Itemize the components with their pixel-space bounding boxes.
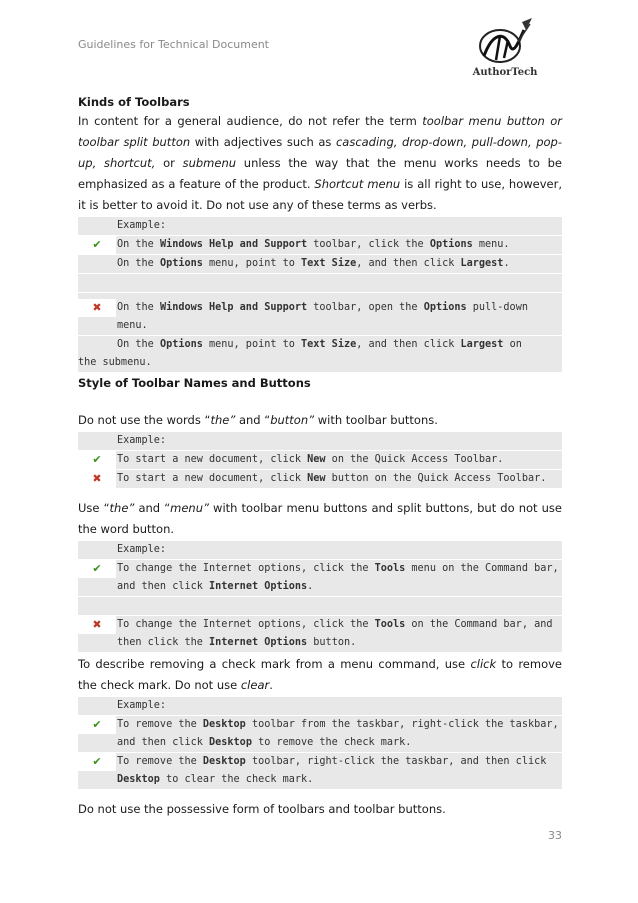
- check-icon: ✔: [78, 753, 116, 771]
- cross-icon: ✖: [78, 616, 116, 634]
- example-row-correct: [78, 451, 562, 470]
- example-spacer-row: [78, 274, 562, 293]
- example-row-incorrect: [78, 293, 562, 336]
- example-text: On the Windows Help and Support toolbar, open the Options pull-down menu.: [117, 302, 528, 331]
- example-row-correct: [78, 560, 562, 597]
- example-box-menu: [78, 541, 562, 652]
- example-text: To remove the Desktop toolbar, right-click the taskbar, and then click Desktop to clear the check mark.: [117, 756, 547, 785]
- example-box-kinds: [78, 217, 562, 372]
- example-row-correct: [78, 236, 562, 255]
- heading-kinds-of-toolbars: Kinds of Toolbars: [78, 95, 190, 109]
- example-row-correct: [78, 716, 562, 753]
- cross-icon: ✖: [78, 470, 116, 488]
- example-label: Example:: [117, 700, 167, 711]
- example-row-incorrect: [78, 470, 562, 488]
- example-text: To start a new document, click New on the Quick Access Toolbar.: [117, 454, 504, 465]
- cross-icon: ✖: [78, 299, 116, 317]
- paragraph-style: Do not use the words “the” and “button” with toolbar buttons.: [78, 413, 438, 427]
- logo-text: AuthorTech: [472, 67, 538, 78]
- check-icon: ✔: [78, 560, 116, 578]
- check-icon: ✔: [78, 236, 116, 254]
- example-row-incorrect: [78, 616, 562, 652]
- paragraph-possessive: Do not use the possessive form of toolbars and toolbar buttons.: [78, 802, 446, 816]
- example-text: To start a new document, click New button on the Quick Access Toolbar.: [117, 473, 547, 484]
- example-text: On the Windows Help and Support toolbar, click the Options menu.: [117, 239, 510, 250]
- paragraph-checkmark: To describe removing a check mark from a menu command, use click to remove the check mark. Do not use clear.: [78, 657, 562, 692]
- example-row-incorrect: [78, 336, 562, 354]
- example-box-checkmark: [78, 697, 562, 789]
- example-label-row: [78, 697, 562, 716]
- page-number: 33: [548, 829, 562, 842]
- heading-style-of-toolbar-names: Style of Toolbar Names and Buttons: [78, 376, 311, 390]
- example-box-style: [78, 432, 562, 488]
- example-text: On the Options menu, point to Text Size, and then click Largest on: [117, 339, 522, 350]
- example-label: Example:: [117, 544, 167, 555]
- paragraph-menu: Use “the” and “menu” with toolbar menu buttons and split buttons, but do not use the word button.: [78, 501, 562, 536]
- example-text: To change the Internet options, click the Tools menu on the Command bar, and then click Internet Options.: [117, 563, 559, 592]
- document-body: [78, 93, 562, 820]
- example-text: On the Options menu, point to Text Size, and then click Largest.: [117, 258, 510, 269]
- example-label-row: [78, 541, 562, 560]
- example-row-correct: [78, 753, 562, 789]
- example-label-row: [78, 432, 562, 451]
- example-text: To change the Internet options, click the Tools on the Command bar, and then click the Internet Options button.: [117, 619, 553, 648]
- check-icon: ✔: [78, 716, 116, 734]
- example-overflow-text: the submenu.: [78, 354, 562, 372]
- example-label-row: [78, 217, 562, 236]
- example-label: Example:: [117, 435, 167, 446]
- check-icon: ✔: [78, 451, 116, 469]
- example-row-correct: [78, 255, 562, 274]
- example-label: Example:: [117, 220, 167, 231]
- paragraph-kinds: In content for a general audience, do not refer the term toolbar menu button or toolbar split button with adjectives such as cascading, drop-down, pull-down, pop-up, shortcut, or submenu unless the way that the menu works needs to be emphasized as a feature of the product. Shortcut menu is all right to use, however, it is better to avoid it. Do not use any of these terms as verbs.: [78, 114, 563, 212]
- example-text: To remove the Desktop toolbar from the taskbar, right-click the taskbar, and then click Desktop to remove the check mark.: [117, 719, 559, 748]
- header-title: Guidelines for Technical Document: [78, 38, 269, 51]
- example-spacer-row: [78, 597, 562, 616]
